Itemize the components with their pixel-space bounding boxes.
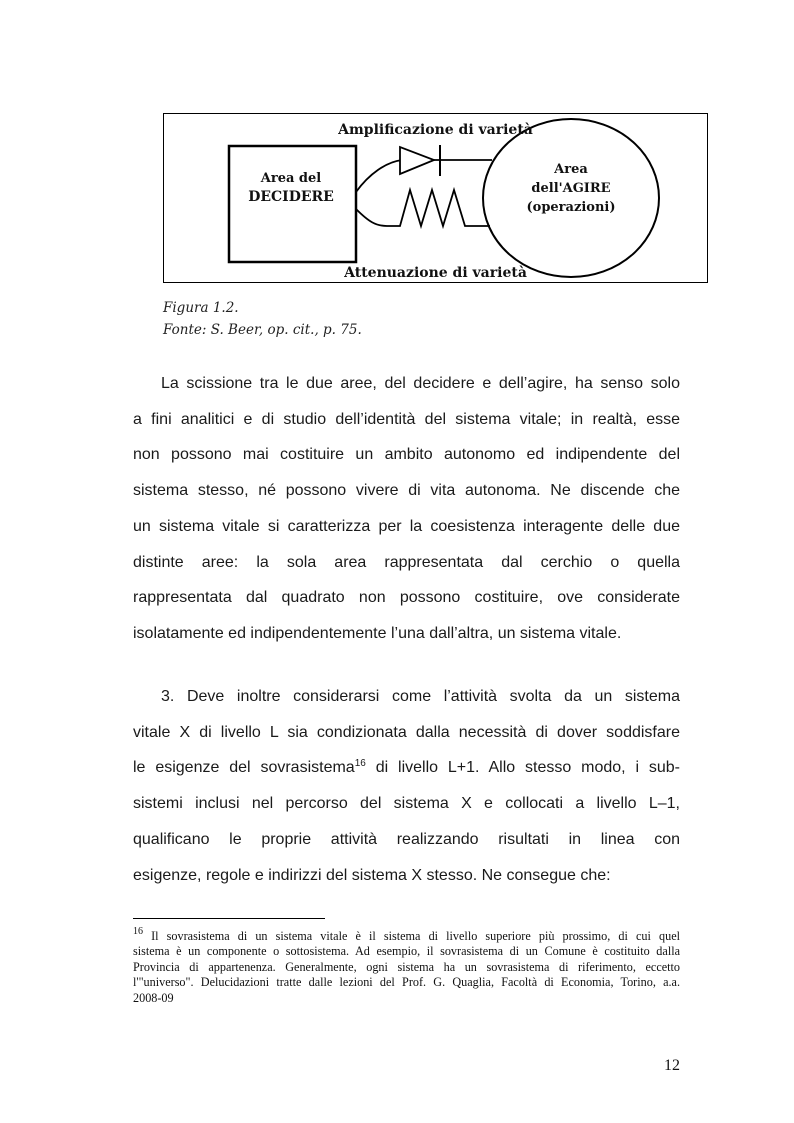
text-line: sistema stesso, né possono vivere di vita autonoma. Ne discende che	[133, 482, 680, 500]
footnote-line: Provincia di appartenenza. Generalmente, ogni sistema ha un sovrasistema di riferimento, eccetto	[133, 959, 680, 974]
text-fragment: di livello L+1. Allo stesso modo, i sub-	[365, 759, 680, 777]
text-line: 3. Deve inoltre considerarsi come l’attività svolta da un sistema	[161, 688, 680, 705]
footnote-line: 2008-09	[133, 990, 174, 1005]
text-fragment: le esigenze del sovrasistema	[133, 759, 355, 777]
footnote-line	[133, 926, 680, 944]
footnote-separator	[133, 918, 325, 919]
text-line: esigenze, regole e indirizzi del sistema X stesso. Ne consegue che:	[133, 866, 611, 884]
text-line: isolatamente ed indipendentemente l’una dall’altra, un sistema vitale.	[133, 624, 622, 642]
agire-label-line: (operazioni)	[526, 200, 616, 215]
decidere-label-line: DECIDERE	[248, 189, 334, 205]
text-line: distinte aree: la sola area rappresentata dal cerchio o quella	[133, 553, 680, 571]
text-line: La scissione tra le due aree, del decidere e dell’agire, ha senso solo	[161, 375, 680, 392]
amplification-label: Amplificazione di varietà	[338, 122, 533, 138]
footnote-number: 16	[133, 926, 143, 937]
text-line: sistemi inclusi nel percorso del sistema X e collocati a livello L–1,	[133, 795, 680, 813]
page-number: 12	[664, 1057, 680, 1074]
text-line: vitale X di livello L sia condizionata dalla necessità di dover soddisfare	[133, 723, 680, 741]
caption-title: Figura 1.2.	[163, 300, 239, 316]
amplifier-triangle	[400, 147, 434, 174]
text-line: rappresentata dal quadrato non possono costituire, ove considerate	[133, 589, 680, 607]
agire-label-line: Area	[554, 162, 588, 177]
decidere-label-line: Area del	[260, 171, 322, 186]
paragraph-2	[133, 679, 680, 893]
paragraph-1	[133, 366, 680, 652]
decidere-label	[226, 170, 356, 206]
agire-label	[486, 160, 656, 217]
variety-diagram	[163, 113, 708, 283]
footnote-line: sistema è un componente o sottosistema. Ad esempio, il sovrasistema di un Comune è costituito dalla	[133, 944, 680, 959]
footnote-16	[133, 926, 680, 1006]
figure-caption	[163, 297, 362, 341]
text-line: un sistema vitale si caratterizza per la coesistenza interagente delle due	[133, 517, 680, 535]
attenuation-label: Attenuazione di varietà	[344, 265, 527, 281]
footnote-reference[interactable]: 16	[354, 758, 366, 770]
footnote-line: l'"universo". Delucidazioni tratte dalle lezioni del Prof. G. Quaglia, Facoltà di Economia, Torino, a.a.	[133, 975, 680, 990]
text-line: qualificano le proprie attività realizzando risultati in linea con	[133, 830, 680, 848]
text-line: non possono mai costituire un ambito autonomo ed indipendente del	[133, 446, 680, 464]
text-line	[133, 750, 680, 786]
agire-label-line: dell'AGIRE	[531, 181, 611, 196]
footnote-text: Il sovrasistema di un sistema vitale è il sistema di livello superiore più prossimo, di cui quel	[143, 929, 680, 943]
caption-source: Fonte: S. Beer, op. cit., p. 75.	[163, 322, 362, 338]
text-line: a fini analitici e di studio dell’identità del sistema vitale; in realtà, esse	[133, 410, 680, 428]
attenuation-loop	[356, 190, 490, 226]
